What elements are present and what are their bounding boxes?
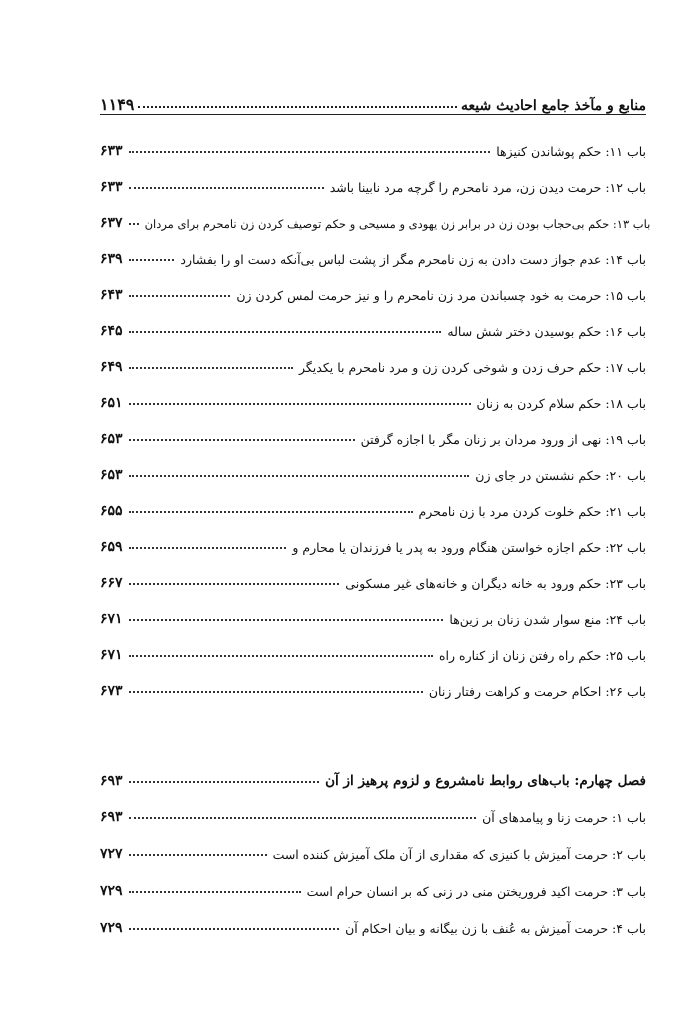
toc-page-number: ۶۵۵ xyxy=(100,503,123,519)
toc-page-number: ۶۵۱ xyxy=(100,395,123,411)
toc-entry-title: باب ۱۹: نهی از ورود مردان بر زنان مگر با اجازه گرفتن xyxy=(360,432,646,447)
toc-page-number: ۶۳۷ xyxy=(100,215,123,231)
toc-page-number: ۷۲۹ xyxy=(100,920,123,936)
toc-page-number: ۶۳۳ xyxy=(100,179,123,195)
dot-leader xyxy=(129,619,444,621)
toc-page-number: ۶۵۳ xyxy=(100,431,123,447)
toc-entry[interactable] xyxy=(100,603,646,627)
toc-entry-title: باب ۱۷: حکم حرف زدن و شوخی کردن زن و مرد نامحرم با یکدیگر xyxy=(299,360,646,375)
toc-entry[interactable] xyxy=(100,912,646,936)
toc-entry[interactable] xyxy=(100,171,646,195)
dot-leader xyxy=(129,691,423,693)
toc-entry[interactable] xyxy=(100,135,646,159)
toc-entry-title: باب ۲۳: حکم ورود به خانه دیگران و خانه‌های غیر مسکونی xyxy=(345,576,646,591)
toc-entry-title: باب ۲۲: حکم اجازه خواستن هنگام ورود به پدر یا فرزندان یا محارم و xyxy=(292,540,646,555)
header-page-number: ۱۱۴۹ xyxy=(100,95,135,114)
toc-entry-title: باب ۲۵: حکم راه رفتن زنان از کناره راه xyxy=(439,648,646,663)
section-heading[interactable] xyxy=(100,765,646,789)
toc-entry[interactable] xyxy=(100,675,646,699)
toc-entry[interactable] xyxy=(100,875,646,899)
dot-leader xyxy=(129,439,355,441)
header-title: منابع و مآخذ جامع احادیث شیعه xyxy=(460,98,646,114)
header-dot-leader xyxy=(138,106,457,108)
toc-entry[interactable] xyxy=(100,351,646,375)
running-header xyxy=(100,88,646,115)
dot-leader xyxy=(129,187,324,189)
toc-entry-title: باب ۲: حرمت آمیزش با کنیزی که مقداری از آن ملک آمیزش کننده است xyxy=(272,847,646,862)
toc-entry-title: باب ۱۶: حکم بوسیدن دختر شش ساله xyxy=(447,324,646,339)
toc-page-number: ۶۴۵ xyxy=(100,323,123,339)
toc-entry[interactable] xyxy=(100,495,646,519)
dot-leader xyxy=(129,367,293,369)
toc-entry-title: باب ۱۵: حرمت به خود چسباندن مرد زن نامحرم را و نیز حرمت لمس کردن زن xyxy=(236,288,646,303)
toc-page-number: ۶۴۹ xyxy=(100,359,123,375)
dot-leader xyxy=(129,817,477,819)
dot-leader xyxy=(129,583,340,585)
toc-page-number: ۷۲۹ xyxy=(100,883,123,899)
toc-entry[interactable] xyxy=(100,838,646,862)
toc-page-number: ۶۵۳ xyxy=(100,467,123,483)
toc-page-number: ۷۲۷ xyxy=(100,846,123,862)
toc-entry[interactable] xyxy=(100,387,646,411)
toc-entry[interactable] xyxy=(100,567,646,591)
dot-leader xyxy=(129,655,433,657)
toc-entry-title: باب ۱: حرمت زنا و پیامدهای آن xyxy=(482,810,646,825)
toc-entry-title: باب ۴: حرمت آمیزش به عُنف با زن بیگانه و بیان احکام آن xyxy=(345,921,646,936)
toc-entry[interactable] xyxy=(100,279,646,303)
toc-entry[interactable] xyxy=(100,423,646,447)
toc-page-number: ۶۹۳ xyxy=(100,809,123,825)
dot-leader xyxy=(129,259,175,261)
toc-entry-title: باب ۲۶: احکام حرمت و کراهت رفتار زنان xyxy=(428,684,646,699)
toc-entry[interactable] xyxy=(100,459,646,483)
dot-leader xyxy=(129,928,340,930)
dot-leader xyxy=(129,547,287,549)
toc-entry-title: باب ۱۸: حکم سلام کردن به زنان xyxy=(476,396,646,411)
toc-entry[interactable] xyxy=(100,243,646,267)
toc-page-number: ۶۷۱ xyxy=(100,611,123,627)
dot-leader xyxy=(129,223,139,225)
dot-leader xyxy=(129,511,413,513)
toc-entry-title: باب ۲۱: حکم خلوت کردن مرد با زن نامحرم xyxy=(418,504,646,519)
toc-page-number: ۶۴۳ xyxy=(100,287,123,303)
toc-page-number: ۶۷۳ xyxy=(100,683,123,699)
dot-leader xyxy=(129,295,231,297)
section-title: فصل چهارم: باب‌های روابط نامشروع و لزوم پرهیز از آن xyxy=(325,773,646,789)
toc-entry-title: باب ۱۱: حکم پوشاندن کنیزها xyxy=(496,144,646,159)
dot-leader xyxy=(129,331,442,333)
toc-page-number: ۶۳۹ xyxy=(100,251,123,267)
toc-entry-title: باب ۱۴: عدم جواز دست دادن به زن نامحرم مگر از پشت لباس بی‌آنکه دست او را بفشارد xyxy=(180,252,646,267)
toc-entry-title: باب ۲۰: حکم نشستن در جای زن xyxy=(475,468,646,483)
toc-entry[interactable] xyxy=(100,315,646,339)
toc-entry[interactable] xyxy=(100,801,646,825)
dot-leader xyxy=(129,891,301,893)
toc-entry-title: باب ۲۴: منع سوار شدن زنان بر زین‌ها xyxy=(449,612,646,627)
section-page-number: ۶۹۳ xyxy=(100,773,123,789)
dot-leader xyxy=(129,475,470,477)
toc-entry[interactable] xyxy=(100,639,646,663)
dot-leader xyxy=(129,854,267,856)
toc-entry-title: باب ۱۳: حکم بی‌حجاب بودن زن در برابر زن یهودی و مسیحی و حکم توصیف کردن زن نامحرم برای مردان xyxy=(144,217,651,231)
toc-page-number: ۶۶۷ xyxy=(100,575,123,591)
toc-page-number: ۶۳۳ xyxy=(100,143,123,159)
toc-entry[interactable] xyxy=(100,207,651,231)
toc-entry-title: باب ۱۲: حرمت دیدن زن، مرد نامحرم را گرچه مرد نابینا باشد xyxy=(329,180,646,195)
toc-entry[interactable] xyxy=(100,531,646,555)
dot-leader xyxy=(129,151,491,153)
dot-leader xyxy=(129,403,471,405)
toc-page-number: ۶۵۹ xyxy=(100,539,123,555)
toc-entry-title: باب ۳: حرمت اکید فروریختن منی در زنی که بر انسان حرام است xyxy=(306,884,646,899)
toc-page-number: ۶۷۱ xyxy=(100,647,123,663)
dot-leader xyxy=(129,781,320,783)
